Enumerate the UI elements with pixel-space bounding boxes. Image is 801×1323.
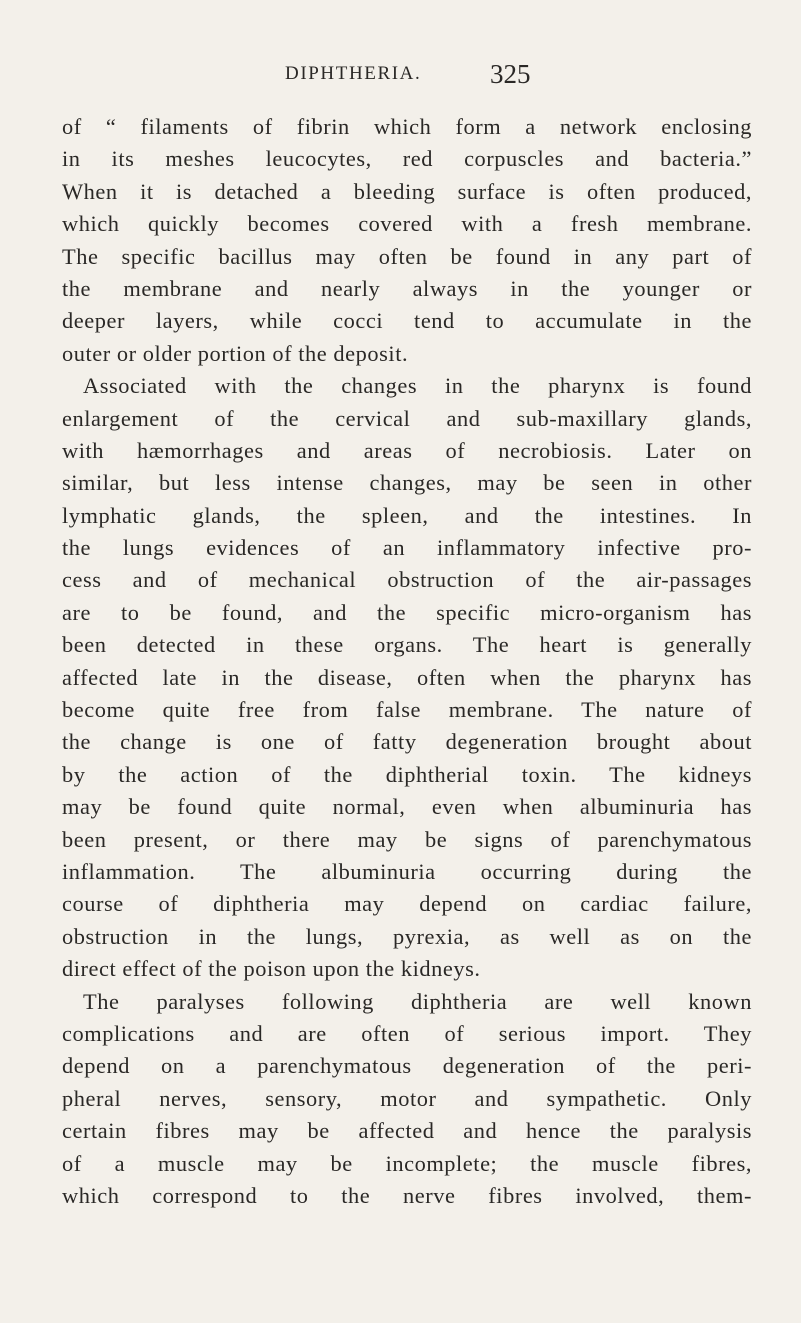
text-line: by the action of the diphtherial toxin. The kidneys — [62, 761, 752, 787]
text-line: with hæmorrhages and areas of necrobiosis. Later on — [62, 437, 752, 463]
text-line: lymphatic glands, the spleen, and the intestines. In — [62, 502, 752, 528]
text-line: pheral nerves, sensory, motor and sympathetic. Only — [62, 1085, 752, 1111]
text-line: are to be found, and the specific micro-organism has — [62, 599, 752, 625]
paragraph — [62, 370, 752, 985]
text-line: of a muscle may be incomplete; the muscle fibres, — [62, 1150, 752, 1176]
text-line: enlargement of the cervical and sub-maxillary glands, — [62, 405, 752, 431]
text-line: may be found quite normal, even when albuminuria has — [62, 794, 752, 820]
text-line: the membrane and nearly always in the younger or — [62, 275, 752, 301]
text-line: similar, but less intense changes, may be seen in other — [62, 470, 752, 496]
text-line: depend on a parenchymatous degeneration of the peri- — [62, 1053, 752, 1079]
text-line: which correspond to the nerve fibres involved, them- — [62, 1182, 752, 1208]
text-line: certain fibres may be affected and hence the paralysis — [62, 1118, 752, 1144]
text-line: direct effect of the poison upon the kidneys. — [62, 956, 481, 982]
running-head — [0, 59, 801, 102]
text-line: deeper layers, while cocci tend to accumulate in the — [62, 308, 752, 334]
text-line: in its meshes leucocytes, red corpuscles and bacteria.” — [62, 146, 752, 172]
text-line: outer or older portion of the deposit. — [62, 340, 409, 366]
running-title: DIPHTHERIA. — [285, 63, 422, 84]
text-line: complications and are often of serious import. They — [62, 1020, 752, 1046]
text-line: cess and of mechanical obstruction of the air-passages — [62, 567, 752, 593]
text-line: The paralyses following diphtheria are well known — [83, 988, 752, 1014]
text-line: When it is detached a bleeding surface is often produced, — [62, 178, 752, 204]
text-line: of “ filaments of fibrin which form a network enclosing — [62, 114, 752, 139]
text-line: inflammation. The albuminuria occurring during the — [62, 858, 752, 884]
text-line: the change is one of fatty degeneration brought about — [62, 729, 752, 755]
page-number: 325 — [490, 59, 531, 89]
paragraph — [62, 986, 752, 1213]
paragraph — [62, 111, 752, 370]
text-line: obstruction in the lungs, pyrexia, as well as on the — [62, 923, 752, 949]
text-line: the lungs evidences of an inflammatory infective pro- — [62, 535, 752, 561]
text-line: been present, or there may be signs of parenchymatous — [62, 826, 752, 852]
text-line: affected late in the disease, often when the pharynx has — [62, 664, 752, 690]
text-line: The specific bacillus may often be found in any part of — [62, 243, 752, 269]
text-line: Associated with the changes in the pharynx is found — [83, 373, 752, 399]
text-line: which quickly becomes covered with a fresh membrane. — [62, 211, 752, 237]
text-line: course of diphtheria may depend on cardiac failure, — [62, 891, 752, 917]
text-line: been detected in these organs. The heart is generally — [62, 632, 752, 658]
text-line: become quite free from false membrane. The nature of — [62, 697, 752, 723]
body-text — [62, 111, 752, 1212]
